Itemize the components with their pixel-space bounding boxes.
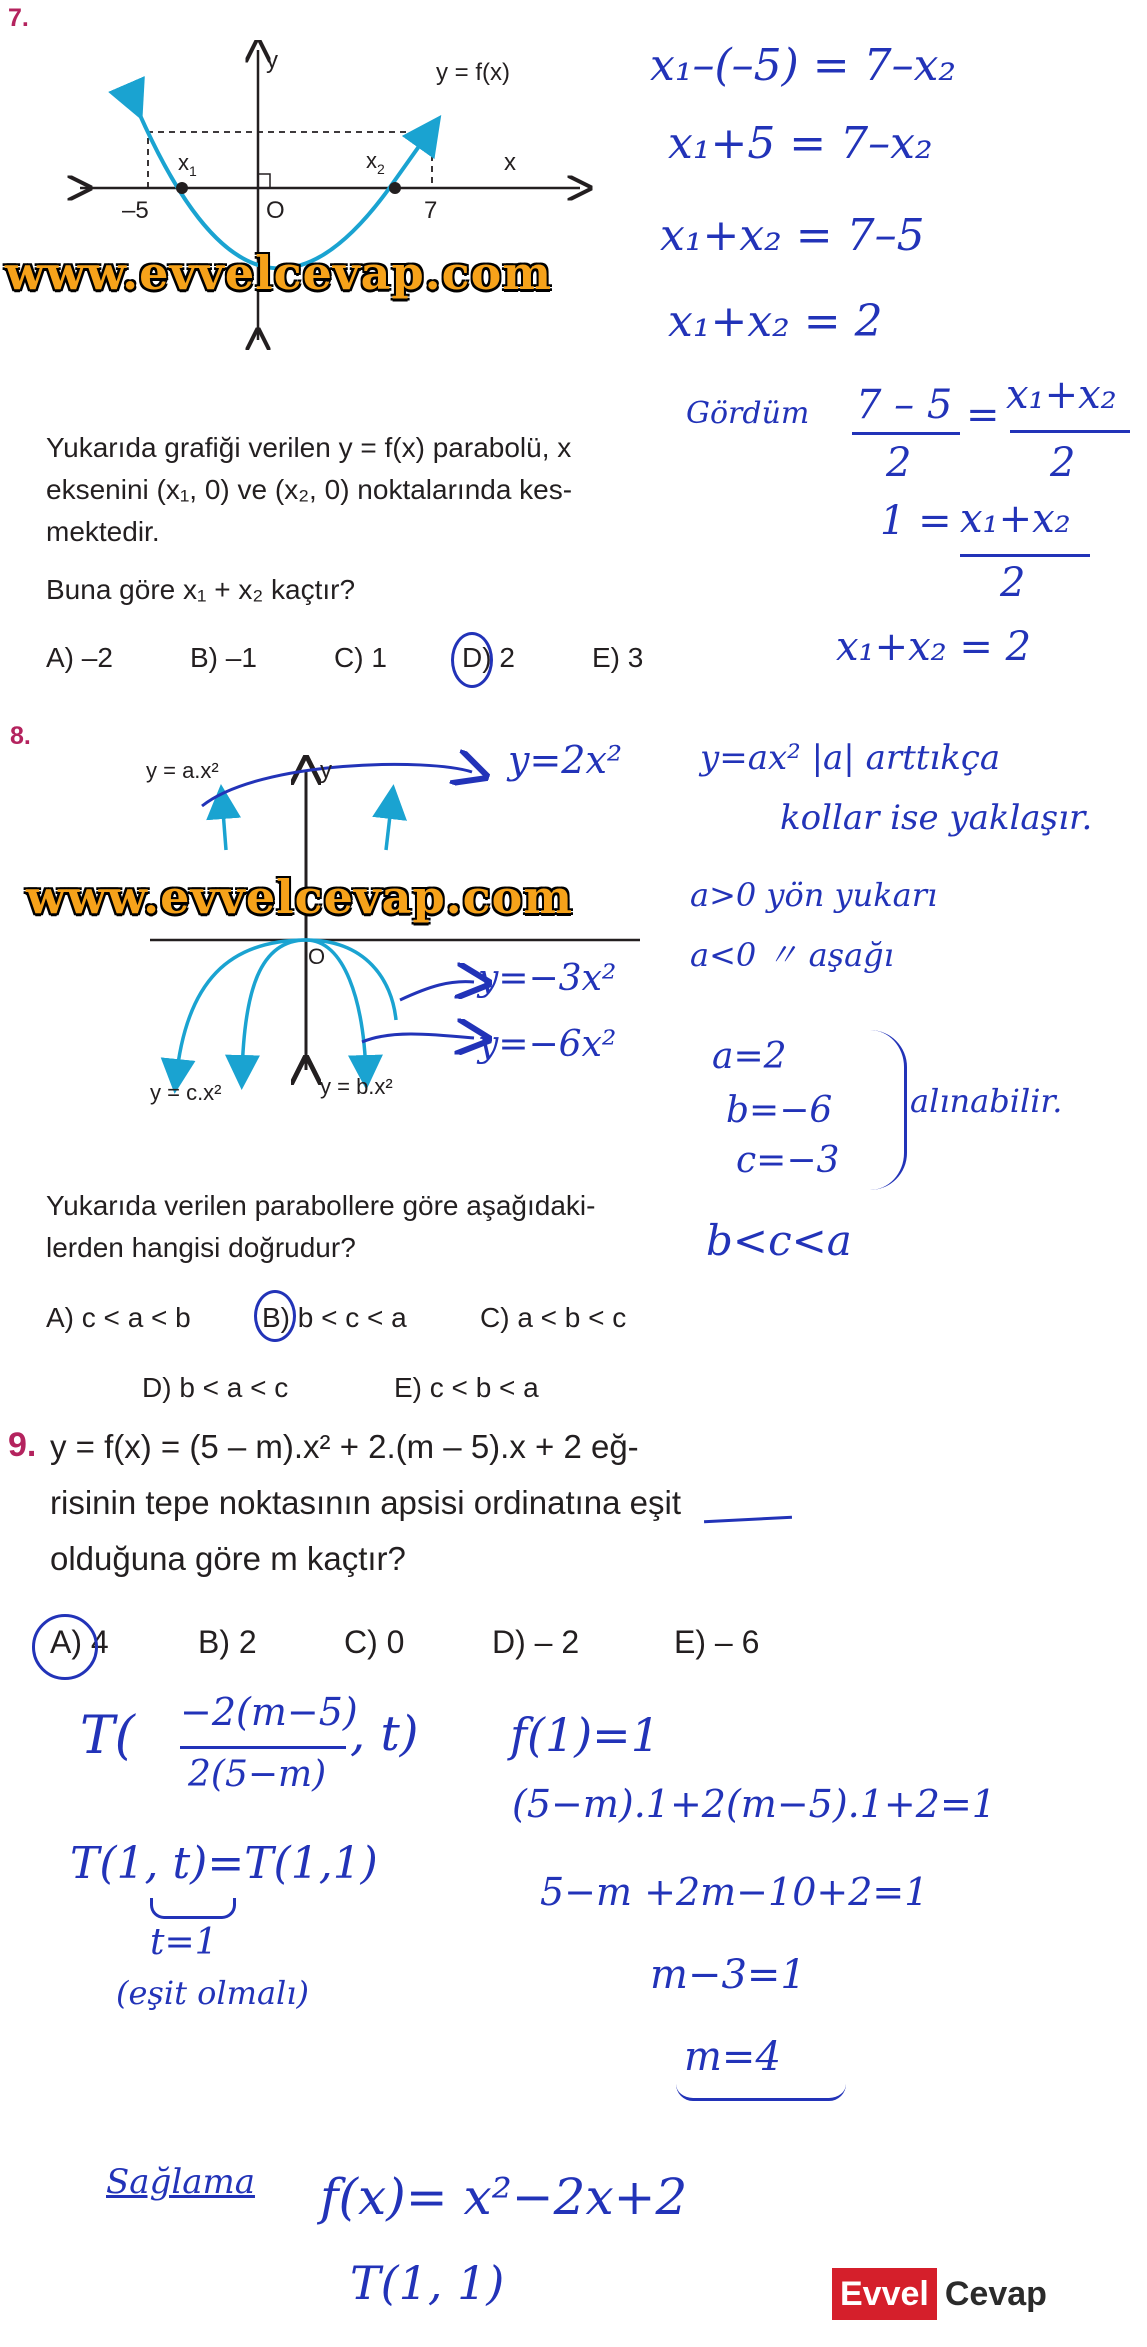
q9-hw-T-bar	[180, 1746, 346, 1749]
question-9-number: 9.	[8, 1426, 37, 1464]
q8-origin-label: O	[308, 944, 326, 969]
q8-text-line1: Yukarıda verilen parabollere göre aşağıdaki-	[46, 1190, 596, 1221]
q7-hw-one-equals: 1 =	[880, 498, 952, 544]
q7-hw-frac2-den: 2	[1050, 440, 1076, 486]
q8-hw-cminus3: c=−3	[736, 1140, 840, 1181]
q8-hw-rule2: kollar ise yaklaşır.	[780, 798, 1093, 838]
q9-text-line1: y = f(x) = (5 – m).x² + 2.(m – 5).x + 2 eğ-	[50, 1428, 639, 1465]
q9-hw-T-den: 2(5−m)	[188, 1754, 327, 1795]
q7-hw-frac1-bar	[852, 432, 960, 435]
q9-text-line2: risinin tepe noktasının apsisi ordinatına eşit	[50, 1484, 682, 1521]
q9-answer-circle	[32, 1614, 98, 1680]
q8-option-c[interactable]: C) a < b < c	[480, 1302, 627, 1333]
q7-answer-circle	[451, 632, 493, 688]
q8-a-label: y = a.x²	[146, 758, 219, 783]
q9-hw-T-equal: T(1, t)=T(1,1)	[70, 1838, 378, 1889]
q9-option-a[interactable]: A) 4	[50, 1624, 109, 1660]
q9-option-e[interactable]: E) – 6	[674, 1624, 760, 1660]
q7-x1-label: $x_1$	[178, 150, 197, 179]
q8-y-label: y	[320, 757, 332, 784]
q8-option-d[interactable]: D) b < a < c	[142, 1372, 289, 1403]
q7-hw-frac2-num: x₁+x₂	[1006, 372, 1117, 418]
q7-func-label: y = f(x)	[436, 59, 511, 86]
q8-hw-rule1: y=ax² |a| arttıkça	[700, 738, 1001, 778]
q8-hw-bracket	[870, 1030, 907, 1190]
q9-hw-T11: T(1, 1)	[350, 2256, 505, 2310]
q7-hw-line2: x₁+5 = 7–x₂	[668, 118, 933, 169]
q9-underline-esit	[704, 1516, 792, 1524]
q7-hw-equals: =	[966, 392, 1000, 438]
q7-hw-frac3-bar	[960, 554, 1090, 557]
q8-hw-y2x2: y=2x²	[508, 738, 623, 782]
evvelcevap-logo	[832, 2268, 1055, 2320]
q8-answer-circle	[254, 1290, 296, 1342]
q7-graph	[60, 40, 620, 350]
q8-hw-result: b<c<a	[706, 1216, 852, 1265]
q7-dashed-guides	[148, 132, 432, 188]
question-7-number: 7.	[8, 4, 29, 32]
question-8-number: 8.	[10, 722, 31, 750]
q7-y-label: y	[266, 47, 278, 74]
watermark-middle: www.evvelcevap.com	[26, 870, 573, 924]
q9-hw-m4: m=4	[684, 2034, 781, 2080]
q9-hw-f1: f(1)=1	[510, 1708, 660, 1762]
q9-option-c[interactable]: C) 0	[344, 1624, 405, 1660]
q9-hw-t1: t=1	[150, 1922, 218, 1963]
q7-text-line3: mektedir.	[46, 516, 160, 547]
q7-question: Buna göre x₁ + x₂ kaçtır?	[46, 574, 356, 605]
q7-origin-label: O	[266, 197, 285, 224]
q7-hw-frac3-den: 2	[1000, 560, 1026, 606]
q7-option-e[interactable]: E) 3	[592, 642, 644, 673]
q9-hw-esit-olmali: (eşit olmalı)	[116, 1974, 309, 2012]
q8-a-parabola-left-arm	[222, 798, 226, 850]
q7-option-a[interactable]: A) –2	[46, 642, 113, 673]
q8-hw-yminus3x2: y=−3x²	[478, 958, 617, 999]
q7-seven-label: 7	[424, 197, 438, 224]
q7-hw-line3: x₁+x₂ = 7–5	[660, 210, 925, 261]
q7-x-label: x	[504, 149, 516, 176]
q8-hw-yminus6x2: y=−6x²	[478, 1024, 617, 1065]
logo-part2: Cevap	[944, 2274, 1047, 2313]
q9-hw-saglama: Sağlama	[106, 2162, 255, 2202]
q7-hw-frac1-num: 7 – 5	[856, 382, 953, 428]
q9-hw-m4-underline	[676, 2084, 846, 2101]
q9-hw-m3: m−3=1	[650, 1952, 806, 1998]
q7-hw-line4: x₁+x₂ = 2	[668, 296, 883, 347]
q8-option-e[interactable]: E) c < b < a	[394, 1372, 539, 1403]
watermark-top: www.evvelcevap.com	[5, 246, 552, 300]
q8-hw-arrow-minus3	[400, 982, 474, 1000]
q8-hw-rule3: a>0 yön yukarı	[690, 876, 938, 914]
q9-hw-T-close: , t)	[350, 1706, 419, 1762]
q9-hw-fx: f(x)= x²−2x+2	[320, 2168, 688, 2226]
q7-text-line2: eksenini (x₁, 0) ve (x₂, 0) noktalarında kes-	[46, 474, 573, 505]
q9-option-b[interactable]: B) 2	[198, 1624, 257, 1660]
q8-hw-a2: a=2	[712, 1036, 787, 1077]
q8-a-parabola-right-arm	[386, 798, 392, 850]
q7-hw-frac1-den: 2	[886, 440, 912, 486]
q9-hw-T-open: T(	[80, 1706, 135, 1766]
q7-option-b[interactable]: B) –1	[190, 642, 257, 673]
q7-option-c[interactable]: C) 1	[334, 642, 387, 673]
q8-hw-arrow-minus6	[362, 1034, 474, 1042]
q9-hw-brace	[150, 1898, 236, 1919]
q8-b-label: y = b.x²	[320, 1074, 393, 1099]
q7-hw-frac3-num: x₁+x₂	[960, 496, 1071, 542]
q7-hw-line1: x₁–(–5) = 7–x₂	[650, 40, 957, 91]
q7-hw-result: x₁+x₂ = 2	[836, 624, 1032, 670]
q8-hw-arrow-a	[202, 764, 472, 806]
q7-neg5-label: –5	[122, 197, 149, 224]
q7-option-d[interactable]: D) 2	[462, 642, 515, 673]
q9-hw-T-num: −2(m−5)	[180, 1690, 358, 1734]
q7-x2-label: $x_2$	[366, 148, 385, 177]
q8-c-label: y = c.x²	[150, 1080, 222, 1105]
q9-option-d[interactable]: D) – 2	[492, 1624, 580, 1660]
q7-hw-frac2-bar	[1010, 430, 1130, 433]
logo-part1: Evvel	[832, 2268, 937, 2320]
q8-text-line2: lerden hangisi doğrudur?	[46, 1232, 356, 1263]
q8-hw-alinabilir: alınabilir.	[910, 1082, 1063, 1120]
q8-hw-bminus6: b=−6	[726, 1090, 833, 1131]
q8-b-parabola	[242, 940, 306, 1076]
q9-text-line3: olduğuna göre m kaçtır?	[50, 1540, 406, 1577]
q8-option-b[interactable]: B) b < c < a	[262, 1302, 407, 1333]
q7-text-line1: Yukarıda grafiği verilen y = f(x) parabolü, x	[46, 432, 572, 463]
q7-hw-gordum: Gördüm	[686, 396, 810, 431]
q9-hw-sub: (5−m).1+2(m−5).1+2=1	[512, 1782, 996, 1826]
q9-hw-simplify: 5−m +2m−10+2=1	[540, 1870, 929, 1914]
q8-option-a[interactable]: A) c < a < b	[46, 1302, 191, 1333]
q8-hw-rule4: a<0 〃 aşağı	[690, 936, 894, 974]
